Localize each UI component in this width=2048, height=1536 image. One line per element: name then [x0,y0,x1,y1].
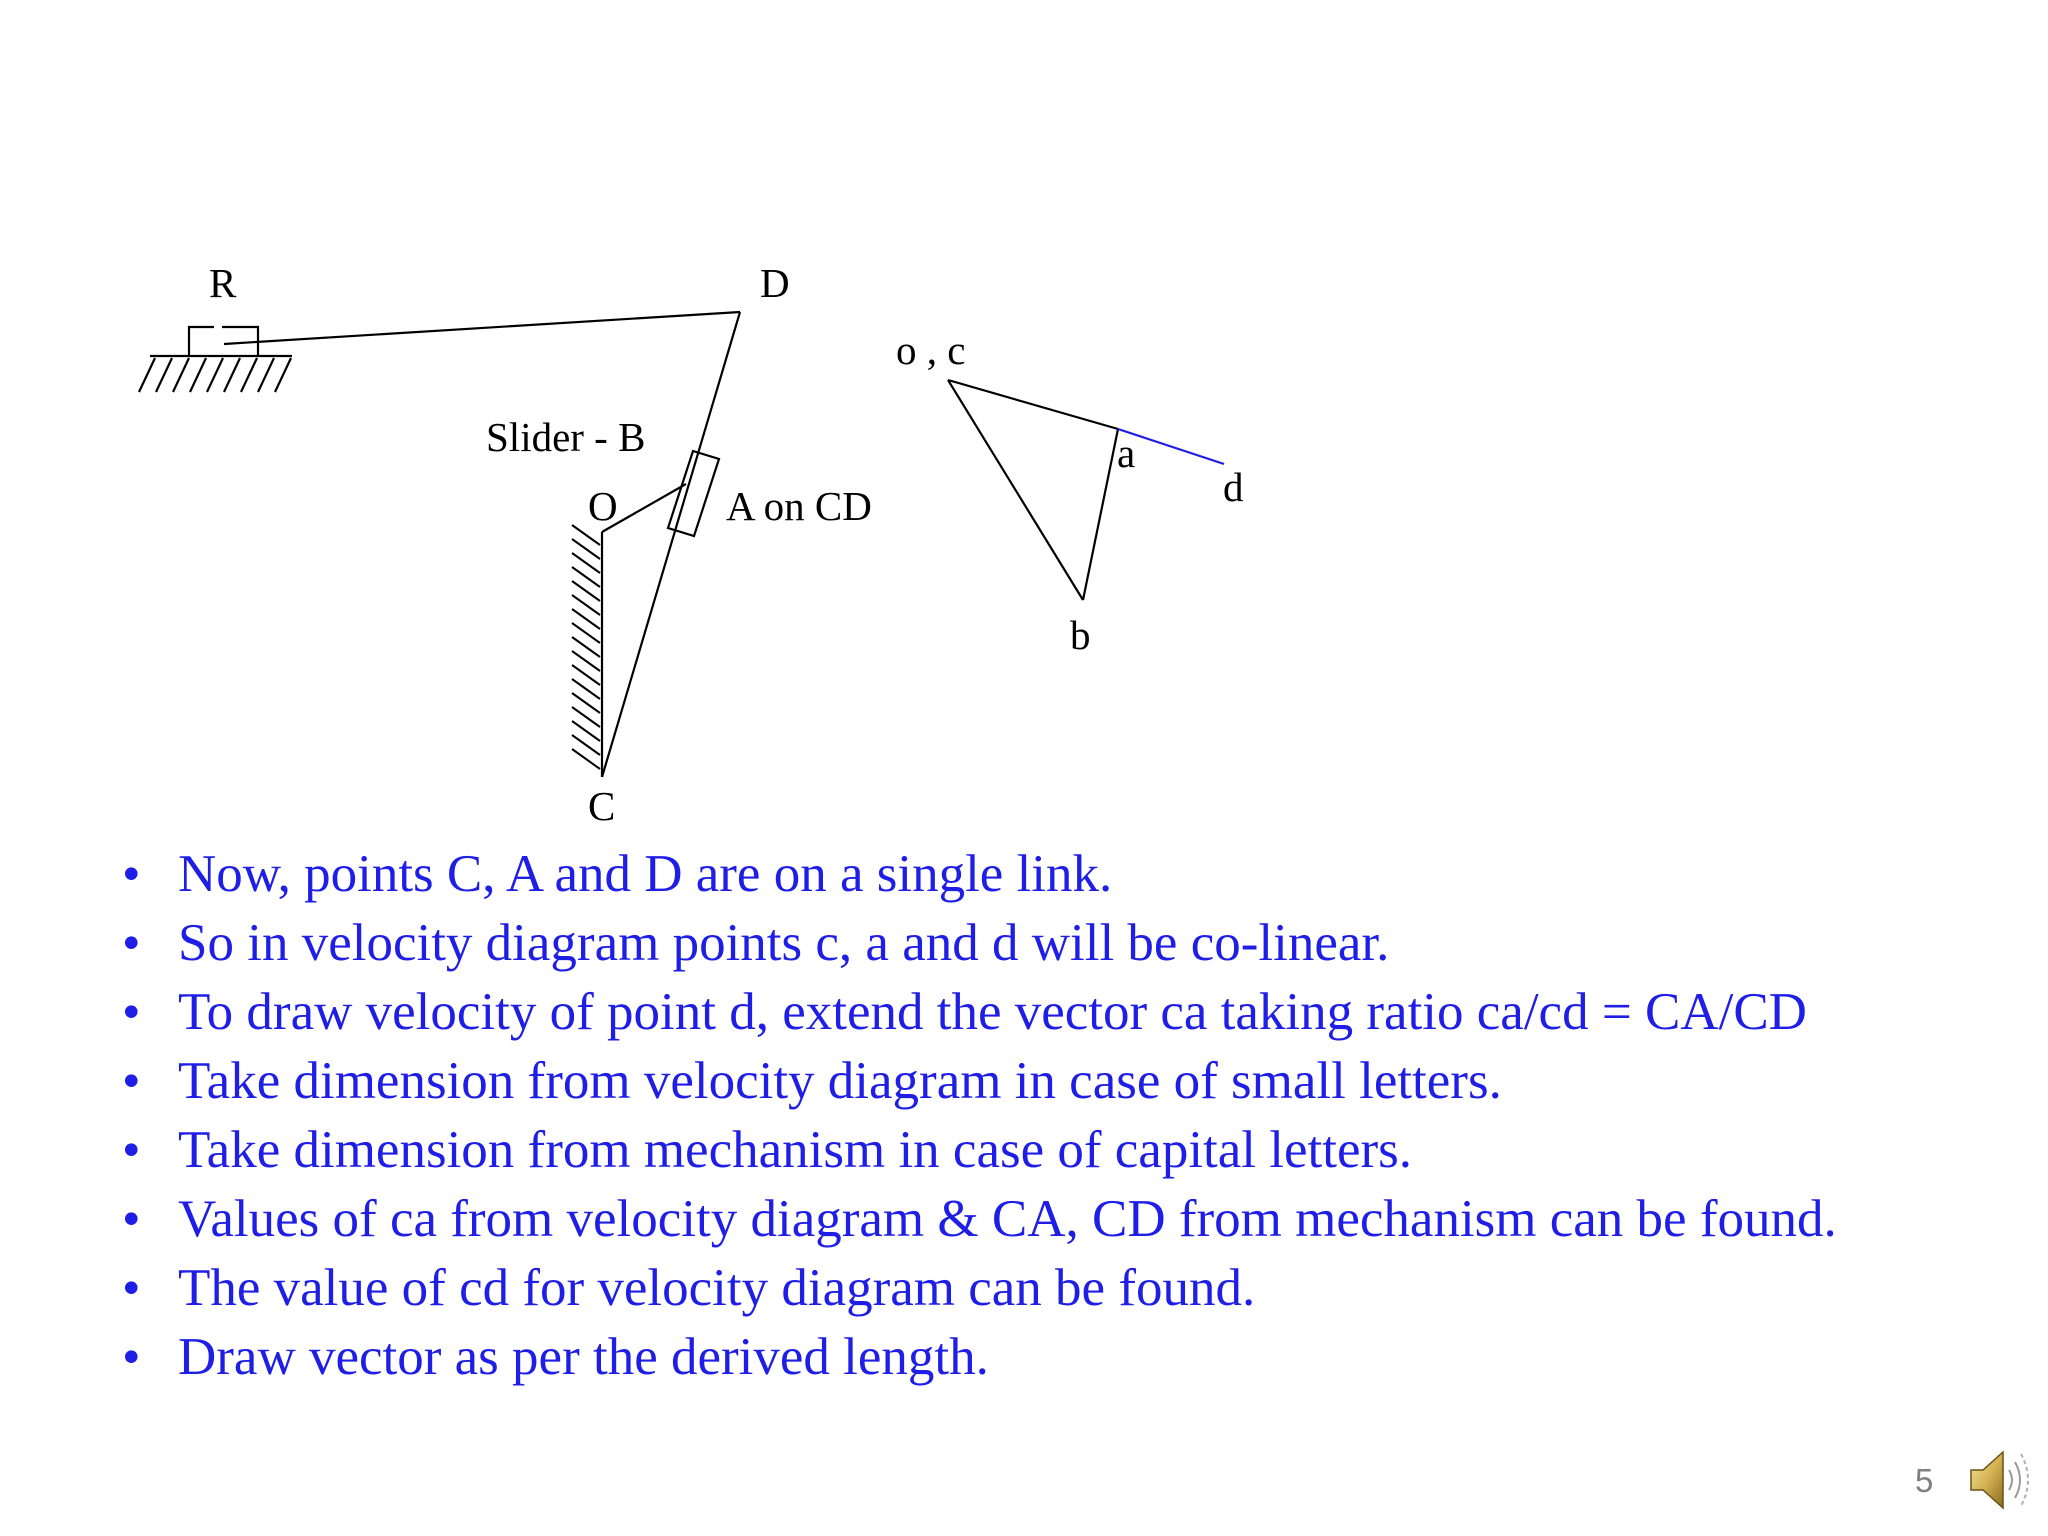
label-r: R [209,260,237,306]
bullet-item: • Values of ca from velocity diagram & CA, CD from mechanism can be found. [118,1185,2018,1254]
bullet-item: • The value of cd for velocity diagram can be found. [118,1254,2018,1323]
link-rd [224,312,740,344]
bullet-item: • Take dimension from velocity diagram in case of small letters. [118,1047,2018,1116]
label-b-small: b [1070,612,1091,658]
velocity-diagram [948,380,1224,600]
label-a-on-cd: A on CD [726,483,872,529]
label-a-small: a [1117,430,1136,476]
link-dc [602,312,740,777]
bullet-list [118,840,2018,1392]
vector-ba [1083,429,1118,600]
label-o: O [588,483,618,529]
ground-hatch-oc [572,525,600,769]
label-slider-b: Slider - B [486,414,646,460]
bullet-item: • Draw vector as per the derived length. [118,1323,2018,1392]
mechanism [139,312,740,777]
label-o-c: o , c [896,327,966,373]
slider-block-b [668,451,719,536]
bullet-item: • Take dimension from mechanism in case of capital letters. [118,1116,2018,1185]
bullet-item: • Now, points C, A and D are on a single link. [118,840,2018,909]
label-c: C [588,783,616,829]
page-number: 5 [1915,1462,1934,1499]
label-d-small: d [1223,464,1244,510]
bullet-item: • To draw velocity of point d, extend the vector ca taking ratio ca/cd = CA/CD [118,978,2018,1047]
bullet-item: • So in velocity diagram points c, a and d will be co-linear. [118,909,2018,978]
speaker-icon[interactable] [1965,1440,2035,1520]
label-d: D [760,260,790,306]
ground-hatch-r [139,358,291,392]
